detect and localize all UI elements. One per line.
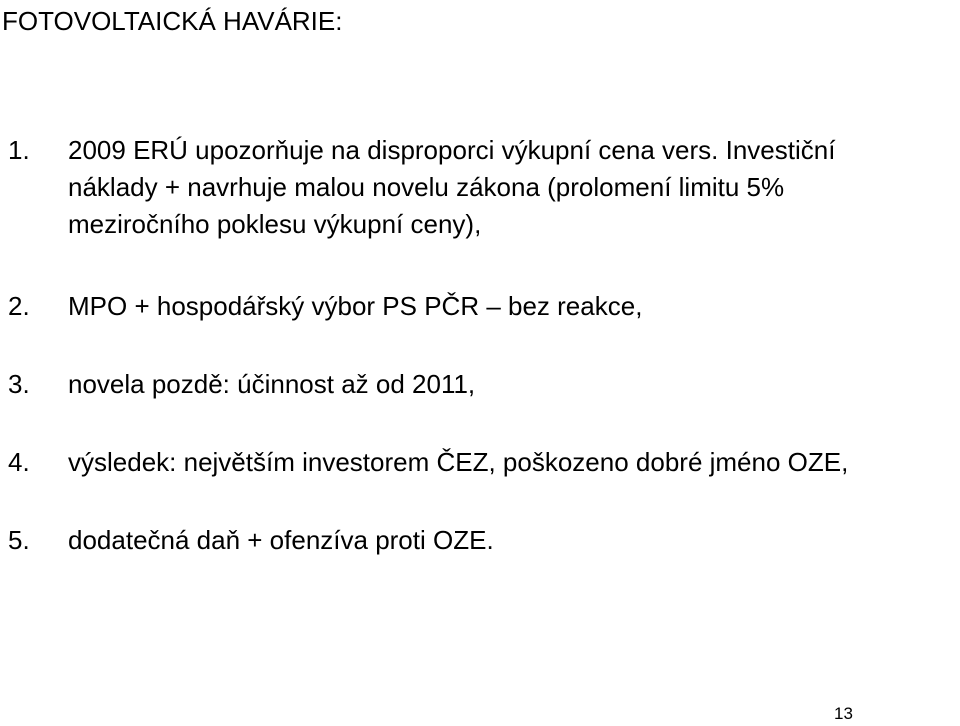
list-item-line: dodatečná daň + ofenzíva proti OZE. [68,525,494,555]
list-item-text [68,366,475,403]
list-item-line: náklady + navrhuje malou novelu zákona (prolomení limitu 5% [68,172,785,202]
list-item-line: 2009 ERÚ upozorňuje na disproporci výkupní cena vers. Investiční [68,135,836,165]
page-number: 13 [834,704,853,723]
list-item-line: výsledek: největším investorem ČEZ, poškozeno dobré jméno OZE, [68,447,849,477]
list-item-line: novela pozdě: účinnost až od 2011, [68,369,476,399]
list-item-line: meziročního poklesu výkupní ceny), [68,209,482,239]
list-item-text [68,288,642,325]
list-item-number: 5. [8,525,30,555]
list-item-number: 4. [8,447,30,477]
list-item-number: 1. [8,135,30,165]
list-item-number: 2. [8,291,30,321]
list-item-line: MPO + hospodářský výbor PS PČR – bez reakce, [68,291,643,321]
slide-title: FOTOVOLTAICKÁ HAVÁRIE: [2,6,343,36]
list-item-text [68,444,848,481]
list-item-text [68,522,494,559]
list-item-number: 3. [8,369,30,399]
list-item-text [68,132,835,243]
